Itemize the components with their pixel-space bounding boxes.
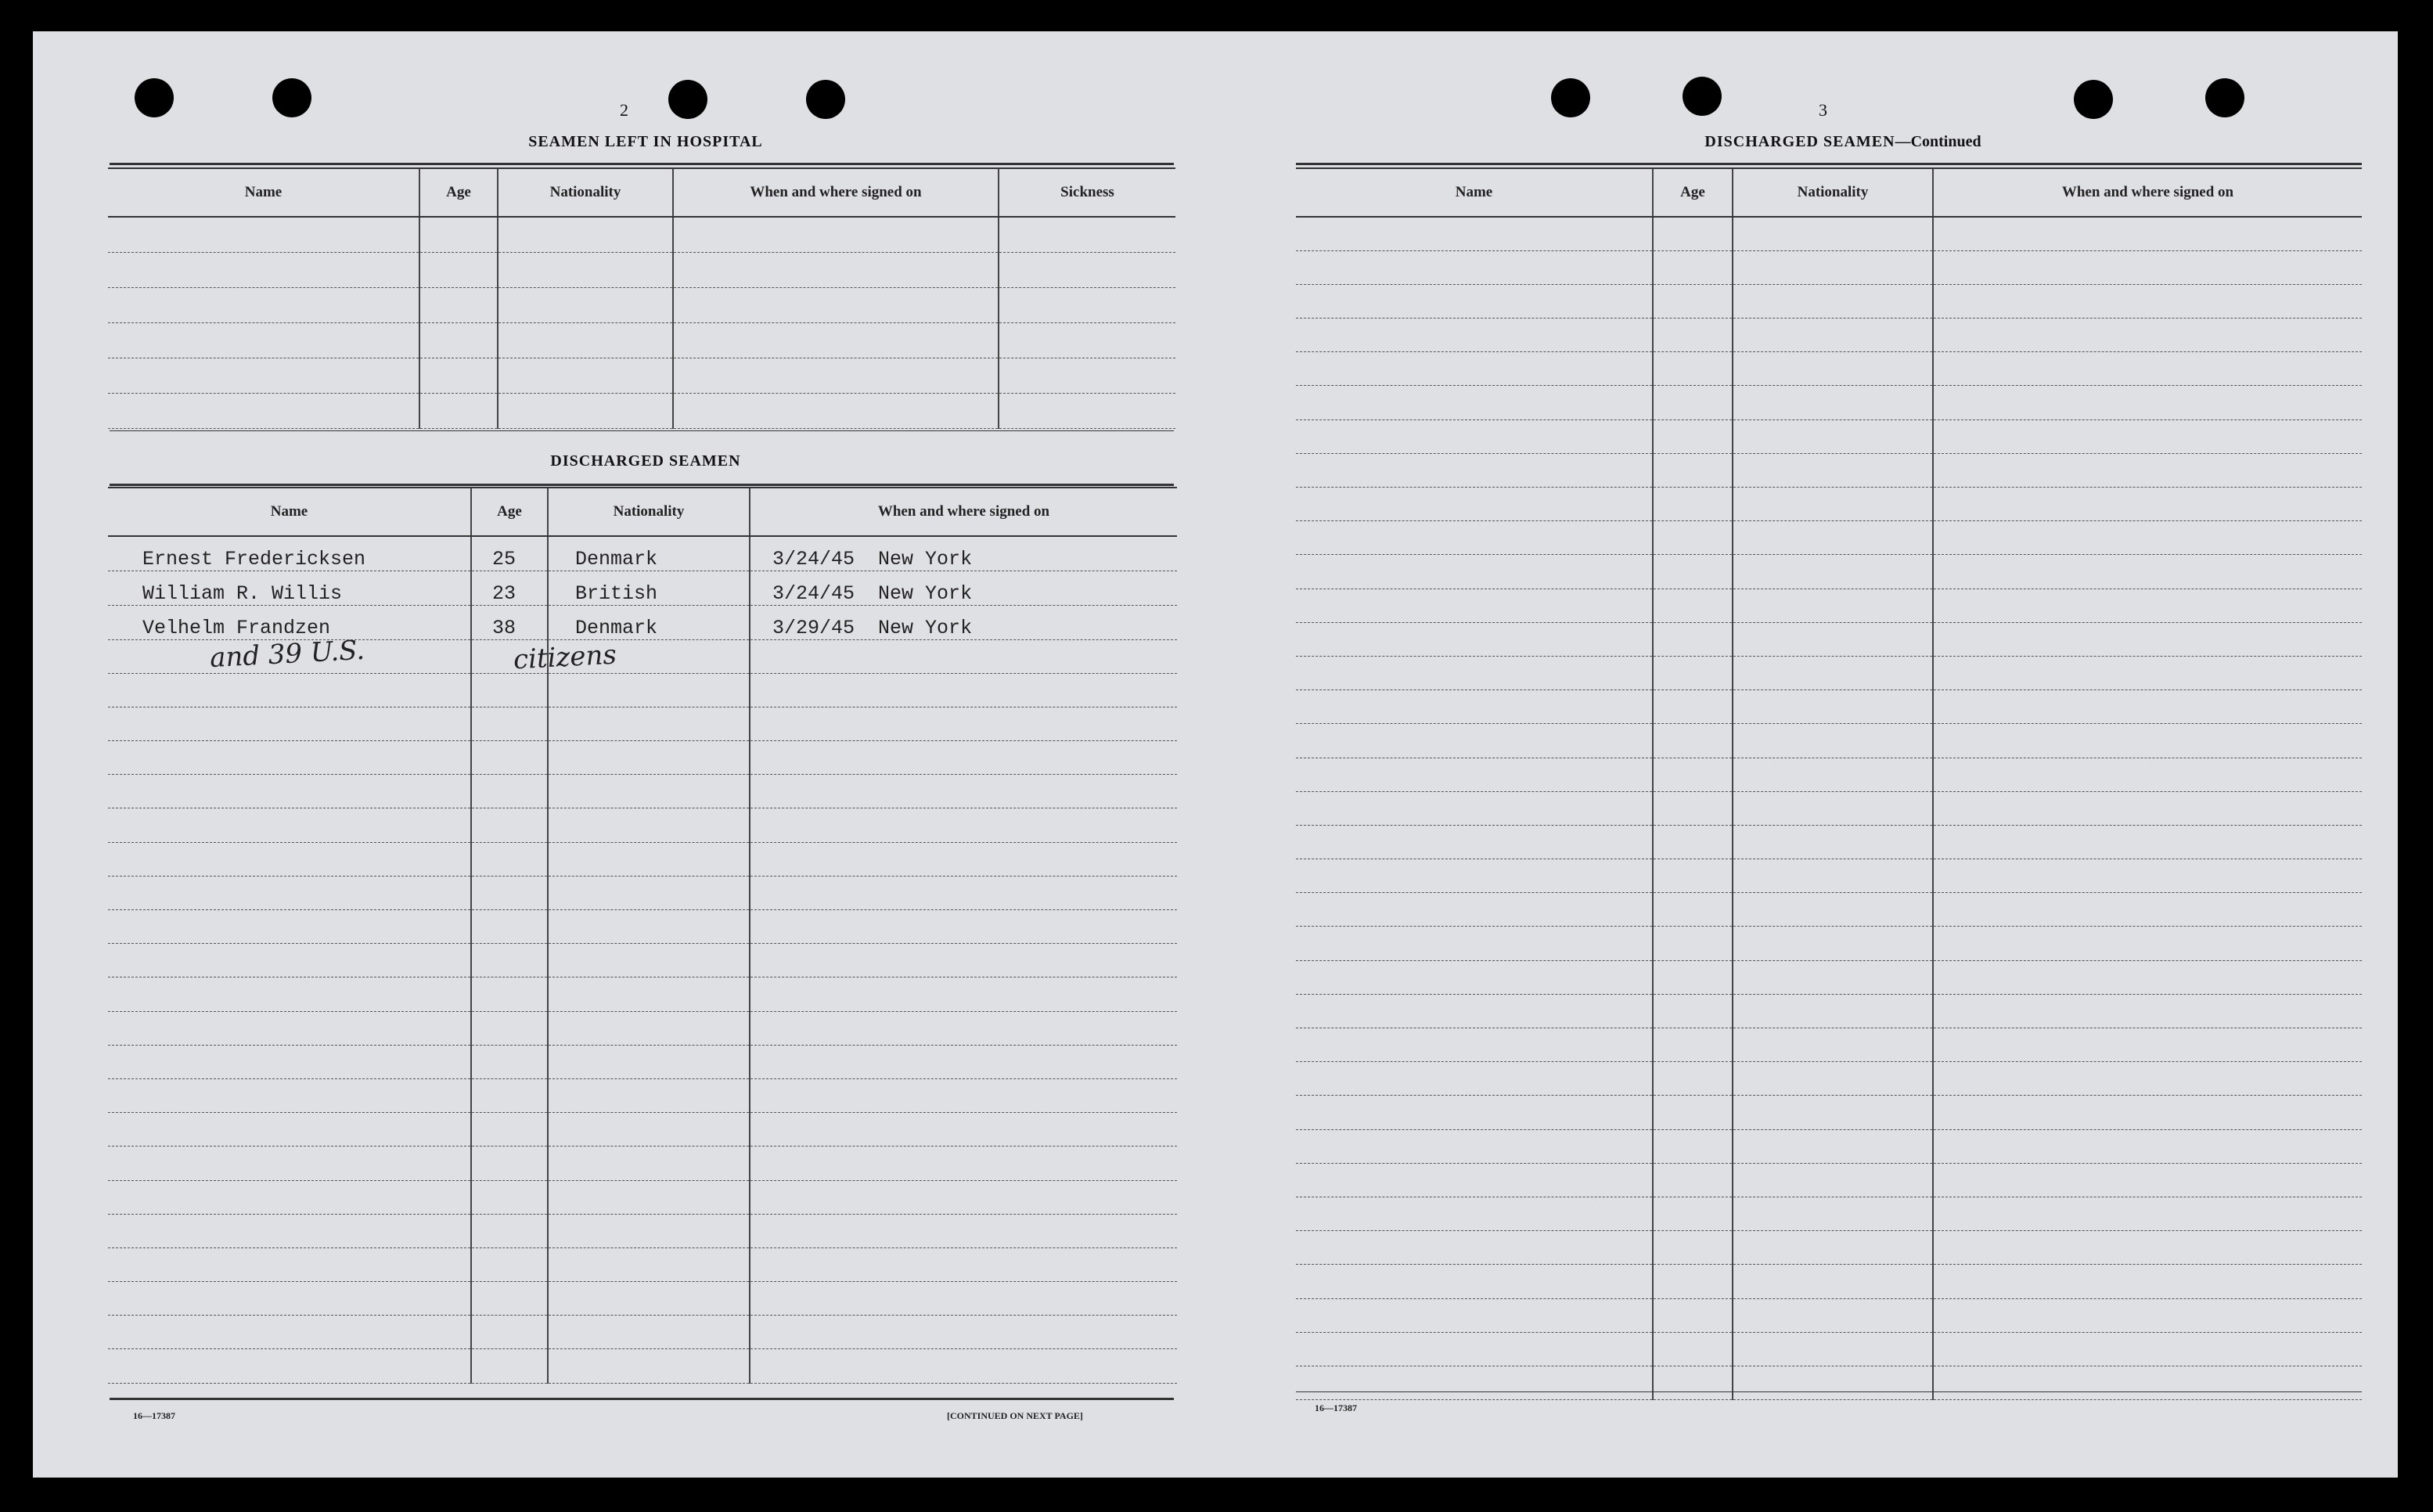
rule [110,484,1174,486]
table-row [1296,622,2362,656]
table-row [108,287,1175,322]
punch-hole [806,80,845,119]
discharged-table [108,487,1177,1384]
cell-name: Velhelm Frandzen [108,605,471,639]
table-row [1296,994,2362,1028]
column-header-age: Age [1653,168,1733,217]
cell-nationality: Denmark [548,605,750,639]
column-header-name: Name [1296,168,1653,217]
continued-note: [CONTINUED ON NEXT PAGE] [947,1410,1083,1421]
form-number: 16—17387 [133,1410,175,1421]
table-row [108,876,1177,909]
cell-name: William R. Willis [108,571,471,605]
table-row [1296,1298,2362,1332]
table-row [108,977,1177,1011]
document-paper [33,31,2398,1478]
table-row [108,322,1175,358]
cell-signed-on [750,605,1177,639]
table-row [1296,758,2362,791]
table-row [1296,1096,2362,1129]
table-row [108,775,1177,808]
table-row [108,1282,1177,1316]
table-row [1296,555,2362,589]
table-row [108,1045,1177,1078]
table-row [108,741,1177,775]
table-row [108,1214,1177,1247]
table-row [108,1349,1177,1383]
table-row [108,252,1175,287]
table-row [1296,521,2362,555]
table-row [108,842,1177,876]
table-row [108,944,1177,977]
table-row [1296,893,2362,927]
cell-age: 25 [471,536,548,571]
table-header-row [1296,168,2362,217]
table-row [108,673,1177,707]
form-number: 16—17387 [1315,1402,1357,1413]
table-row [108,1113,1177,1147]
punch-hole [2205,78,2244,117]
signed-on-place: New York [878,616,973,639]
title-main: DISCHARGED SEAMEN [1704,133,1895,150]
column-header-name: Name [108,488,471,536]
table-row [108,605,1177,639]
column-header-signed-on: When and where signed on [750,488,1177,536]
rule [110,163,1174,165]
table-row [108,536,1177,571]
punch-hole [272,78,311,117]
table-row [108,707,1177,740]
page-number: 2 [620,100,628,120]
table-row [108,1147,1177,1180]
table-row [1296,927,2362,960]
signed-on-date: 3/24/45 [772,581,855,605]
column-header-nationality: Nationality [498,168,673,217]
table-row [1296,791,2362,825]
table-row [1296,1332,2362,1366]
table-row [1296,319,2362,352]
signed-on-date: 3/24/45 [772,547,855,571]
table-row [108,1316,1177,1349]
column-header-age: Age [419,168,498,217]
punch-hole [1551,78,1590,117]
punch-hole [2074,80,2113,119]
cell-age: 38 [471,605,548,639]
table-row [108,393,1175,428]
table-row [1296,1129,2362,1163]
table-row [108,571,1177,605]
hospital-section-title: SEAMEN LEFT IN HOSPITAL [528,133,763,150]
rule [110,1398,1174,1400]
table-row [1296,488,2362,521]
table-row [108,910,1177,944]
page-number: 3 [1819,100,1827,120]
table-row [1296,1028,2362,1062]
column-header-sickness: Sickness [999,168,1175,217]
signed-on-place: New York [878,547,973,571]
table-row [108,1180,1177,1214]
table-row [1296,589,2362,622]
discharged-section-title: DISCHARGED SEAMEN [550,452,741,470]
table-row [108,1078,1177,1112]
cell-signed-on [750,536,1177,571]
hospital-table [108,167,1175,429]
cell-nationality: British [548,571,750,605]
table-row [1296,656,2362,689]
signed-on-place: New York [878,581,973,605]
table-row [1296,1163,2362,1197]
discharged-continued-table [1296,167,2362,1400]
table-row [108,808,1177,842]
title-continued: —Continued [1895,133,1981,150]
table-header-row [108,488,1177,536]
table-row [1296,1231,2362,1265]
cell-signed-on [750,571,1177,605]
table-header-row [108,168,1175,217]
table-row [1296,1062,2362,1096]
table-row [1296,352,2362,386]
table-row [108,1247,1177,1281]
table-row [108,358,1175,393]
column-header-signed-on: When and where signed on [1933,168,2362,217]
handwritten-note: citizens [513,639,617,676]
discharged-continued-title [1301,133,2385,151]
table-row [1296,453,2362,487]
punch-hole [1683,77,1722,116]
column-header-age: Age [471,488,548,536]
table-row [1296,284,2362,318]
table-row [1296,859,2362,893]
table-row [1296,960,2362,994]
signed-on-date: 3/29/45 [772,616,855,639]
column-header-name: Name [108,168,419,217]
table-row [1296,1265,2362,1298]
column-header-nationality: Nationality [1733,168,1933,217]
cell-name: Ernest Fredericksen [108,536,471,571]
rule [110,430,1174,431]
table-row [1296,1197,2362,1230]
table-row [1296,690,2362,724]
cell-age: 23 [471,571,548,605]
column-header-nationality: Nationality [548,488,750,536]
handwritten-note: and 39 U.S. [209,634,365,675]
table-row [1296,386,2362,419]
column-header-signed-on: When and where signed on [673,168,999,217]
punch-hole [135,78,174,117]
rule [1296,163,2362,165]
punch-hole [668,80,707,119]
table-row [1296,250,2362,284]
table-row [1296,1366,2362,1399]
table-row [1296,419,2362,453]
table-row [108,217,1175,252]
cell-nationality: Denmark [548,536,750,571]
table-row [1296,217,2362,250]
table-row [1296,825,2362,859]
table-row [1296,724,2362,758]
rule [1296,1391,2362,1392]
table-row [108,1011,1177,1045]
